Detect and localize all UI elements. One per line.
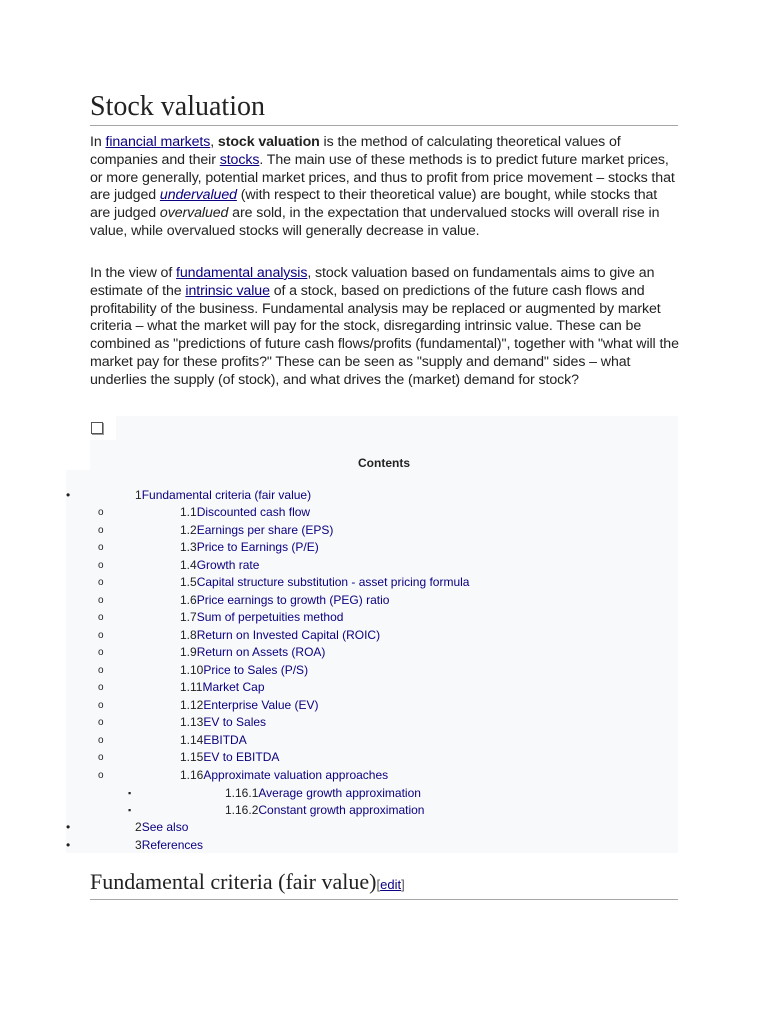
toc-label: Return on Invested Capital (ROIC) <box>196 628 381 642</box>
toc-item <box>0 714 700 731</box>
toc-label: Capital structure substitution - asset pricing formula <box>196 575 470 589</box>
toc-bullet: o <box>98 525 104 536</box>
toc-item <box>0 819 700 836</box>
intro-paragraph-1 <box>90 134 680 241</box>
toc-bullet: o <box>98 630 104 641</box>
toc-number: 1.9 <box>180 645 197 659</box>
toc-bullet: o <box>98 682 104 693</box>
toc-item <box>0 487 700 504</box>
toc-item <box>0 749 700 766</box>
toc-link[interactable] <box>180 644 325 661</box>
toc-number: 2 <box>135 820 142 834</box>
toc-item <box>0 557 700 574</box>
toc-label: Sum of perpetuities method <box>196 610 344 624</box>
toc-number: 3 <box>135 838 142 852</box>
toc-bullet: • <box>66 820 71 834</box>
toc-number: 1.16.2 <box>225 803 259 817</box>
edit-section <box>376 877 404 892</box>
toc-number: 1.15 <box>180 750 204 764</box>
toc-label: See also <box>141 820 189 834</box>
text-run: are sold, in the expectation that undervalued stocks will overall rise in value, while overvalued stocks will generally decrease in value. <box>90 205 660 239</box>
toc-number: 1.2 <box>180 523 197 537</box>
toc-link[interactable] <box>135 487 311 504</box>
toc-label: Market Cap <box>202 680 265 694</box>
toc-bullet: ▪ <box>128 788 132 798</box>
toc-item <box>0 697 700 714</box>
toc-label: Return on Assets (ROA) <box>196 645 326 659</box>
toc-number: 1.1 <box>180 505 197 519</box>
toc-label: EV to Sales <box>203 715 267 729</box>
toc-label: Earnings per share (EPS) <box>196 523 334 537</box>
bold-term: stock valuation <box>217 134 320 150</box>
toc-number: 1.11 <box>180 680 203 694</box>
toc-number: 1 <box>135 488 142 502</box>
toc-link[interactable] <box>180 697 319 714</box>
text-run: In the view of <box>90 265 177 281</box>
toc-bullet: o <box>98 752 104 763</box>
toc-item <box>0 679 700 696</box>
toc-link[interactable] <box>180 504 310 521</box>
toc-link[interactable] <box>180 767 388 784</box>
toc-bullet: o <box>98 700 104 711</box>
toc-label: References <box>141 838 204 852</box>
toc-bullet: o <box>98 770 104 781</box>
toc-title: Contents <box>358 456 410 470</box>
section-heading-text: Fundamental criteria (fair value) <box>90 869 377 894</box>
toc-bullet: o <box>98 665 104 676</box>
toc-label: Discounted cash flow <box>196 505 311 519</box>
toc-number: 1.3 <box>180 540 197 554</box>
toc-link[interactable] <box>225 785 421 802</box>
toc-link[interactable] <box>180 574 469 591</box>
toc-item <box>0 504 700 521</box>
toc-bullet: o <box>98 647 104 658</box>
section-heading <box>90 868 678 900</box>
toc-label: Growth rate <box>196 558 260 572</box>
link-fundamental-analysis[interactable]: fundamental analysis <box>176 265 308 281</box>
toc-link[interactable] <box>180 662 308 679</box>
toc-bullet: o <box>98 735 104 746</box>
link-undervalued[interactable]: undervalued <box>159 187 237 204</box>
toc-item <box>0 574 700 591</box>
toc-number: 1.7 <box>180 610 197 624</box>
toc-item <box>0 837 700 854</box>
toc-label: EBITDA <box>203 733 247 747</box>
text-run: (with respect to their theoretical value) are bought, while stocks that are judged <box>90 187 658 222</box>
toc-bullet: o <box>98 542 104 553</box>
toc-label: Fundamental criteria (fair value) <box>141 488 312 502</box>
toc-link[interactable] <box>225 802 424 819</box>
toc-number: 1.13 <box>180 715 204 729</box>
toc-item <box>0 732 700 749</box>
toc-link[interactable] <box>180 749 279 766</box>
toc-item <box>0 627 700 644</box>
toc-label: Price to Sales (P/S) <box>203 663 309 677</box>
toc-item <box>0 662 700 679</box>
toc-item <box>0 522 700 539</box>
toc-label: Constant growth approximation <box>258 803 425 817</box>
text-run: , stock valuation based on fundamentals aims to give an estimate of the <box>90 265 655 299</box>
text-run: In <box>90 134 106 150</box>
toc-number: 1.5 <box>180 575 197 589</box>
toc-bullet: ▪ <box>128 805 132 815</box>
link-stocks[interactable]: stocks <box>219 151 260 168</box>
toc-label: Price earnings to growth (PEG) ratio <box>196 593 390 607</box>
toc-link[interactable] <box>135 819 188 836</box>
link-intrinsic-value[interactable]: intrinsic value <box>185 282 270 299</box>
edit-link[interactable]: edit <box>380 877 402 892</box>
toc-link[interactable] <box>180 557 259 574</box>
toc-link[interactable] <box>135 837 203 854</box>
toc-bullet: o <box>98 612 104 623</box>
text-run: of a stock, based on predictions of the future cash flows and profitability of the business. Fundamental analysis may be replaced or augmented by market criteria – what the market will pay for the stock, disregarding intrinsic value. These can be combined as "predictions of future cash flows/profits (fundamental)", together with "what will the market pay for these profits?" These can be seen as "supply and demand" sides – what underlies the supply (of stock), and what drives the (market) demand for stock? <box>90 282 679 388</box>
toc-number: 1.16 <box>180 768 204 782</box>
italic-term: overvalued <box>159 205 229 222</box>
toc-label: Enterprise Value (EV) <box>203 698 319 712</box>
toc-number: 1.12 <box>180 698 204 712</box>
toc-bullet: o <box>98 507 104 518</box>
toc-label: Average growth approximation <box>258 786 421 800</box>
toc-number: 1.8 <box>180 628 197 642</box>
text-run: . The main use of these methods is to predict future market prices, or more generally, potential market prices, and thus to profit from price movement – stocks that are judged <box>90 151 675 204</box>
toc-bullet: o <box>98 560 104 571</box>
toc-item <box>0 644 700 661</box>
toc-label: EV to EBITDA <box>203 750 280 764</box>
toc-number: 1.14 <box>180 733 204 747</box>
toc-link[interactable] <box>180 679 265 696</box>
toc-label: Price to Earnings (P/E) <box>196 540 319 554</box>
toc-toggle-checkbox[interactable] <box>91 422 103 434</box>
toc-bullet: o <box>98 577 104 588</box>
toc-number: 1.10 <box>180 663 204 677</box>
toc-number: 1.16.1 <box>225 786 259 800</box>
page-title: Stock valuation <box>90 90 678 126</box>
toc-number: 1.6 <box>180 593 197 607</box>
toc-link[interactable] <box>180 609 343 626</box>
edit-bracket-open: [ <box>376 877 381 892</box>
toc-item <box>0 609 700 626</box>
toc-bullet: • <box>66 488 71 502</box>
toc-link[interactable] <box>180 522 333 539</box>
toc-item <box>0 785 700 802</box>
intro-paragraph-2 <box>90 265 680 390</box>
toc-link[interactable] <box>180 592 389 609</box>
toc-item <box>0 767 700 784</box>
toc-item <box>0 802 700 819</box>
link-financial-markets[interactable]: financial markets <box>105 134 211 150</box>
toc-item <box>0 592 700 609</box>
toc-number: 1.4 <box>180 558 197 572</box>
text-run: is the method of calculating theoretical values of companies and their <box>90 134 621 168</box>
toc-item <box>0 539 700 556</box>
edit-bracket-close: ] <box>401 877 405 892</box>
toc-link[interactable] <box>180 732 247 749</box>
toc-bullet: o <box>98 595 104 606</box>
toc-link[interactable] <box>180 539 319 556</box>
toc-link[interactable] <box>180 627 380 644</box>
toc-link[interactable] <box>180 714 266 731</box>
toc-bullet: o <box>98 717 104 728</box>
toc-label: Approximate valuation approaches <box>203 768 389 782</box>
text-run: , <box>210 134 218 150</box>
toc-bullet: • <box>66 838 71 852</box>
